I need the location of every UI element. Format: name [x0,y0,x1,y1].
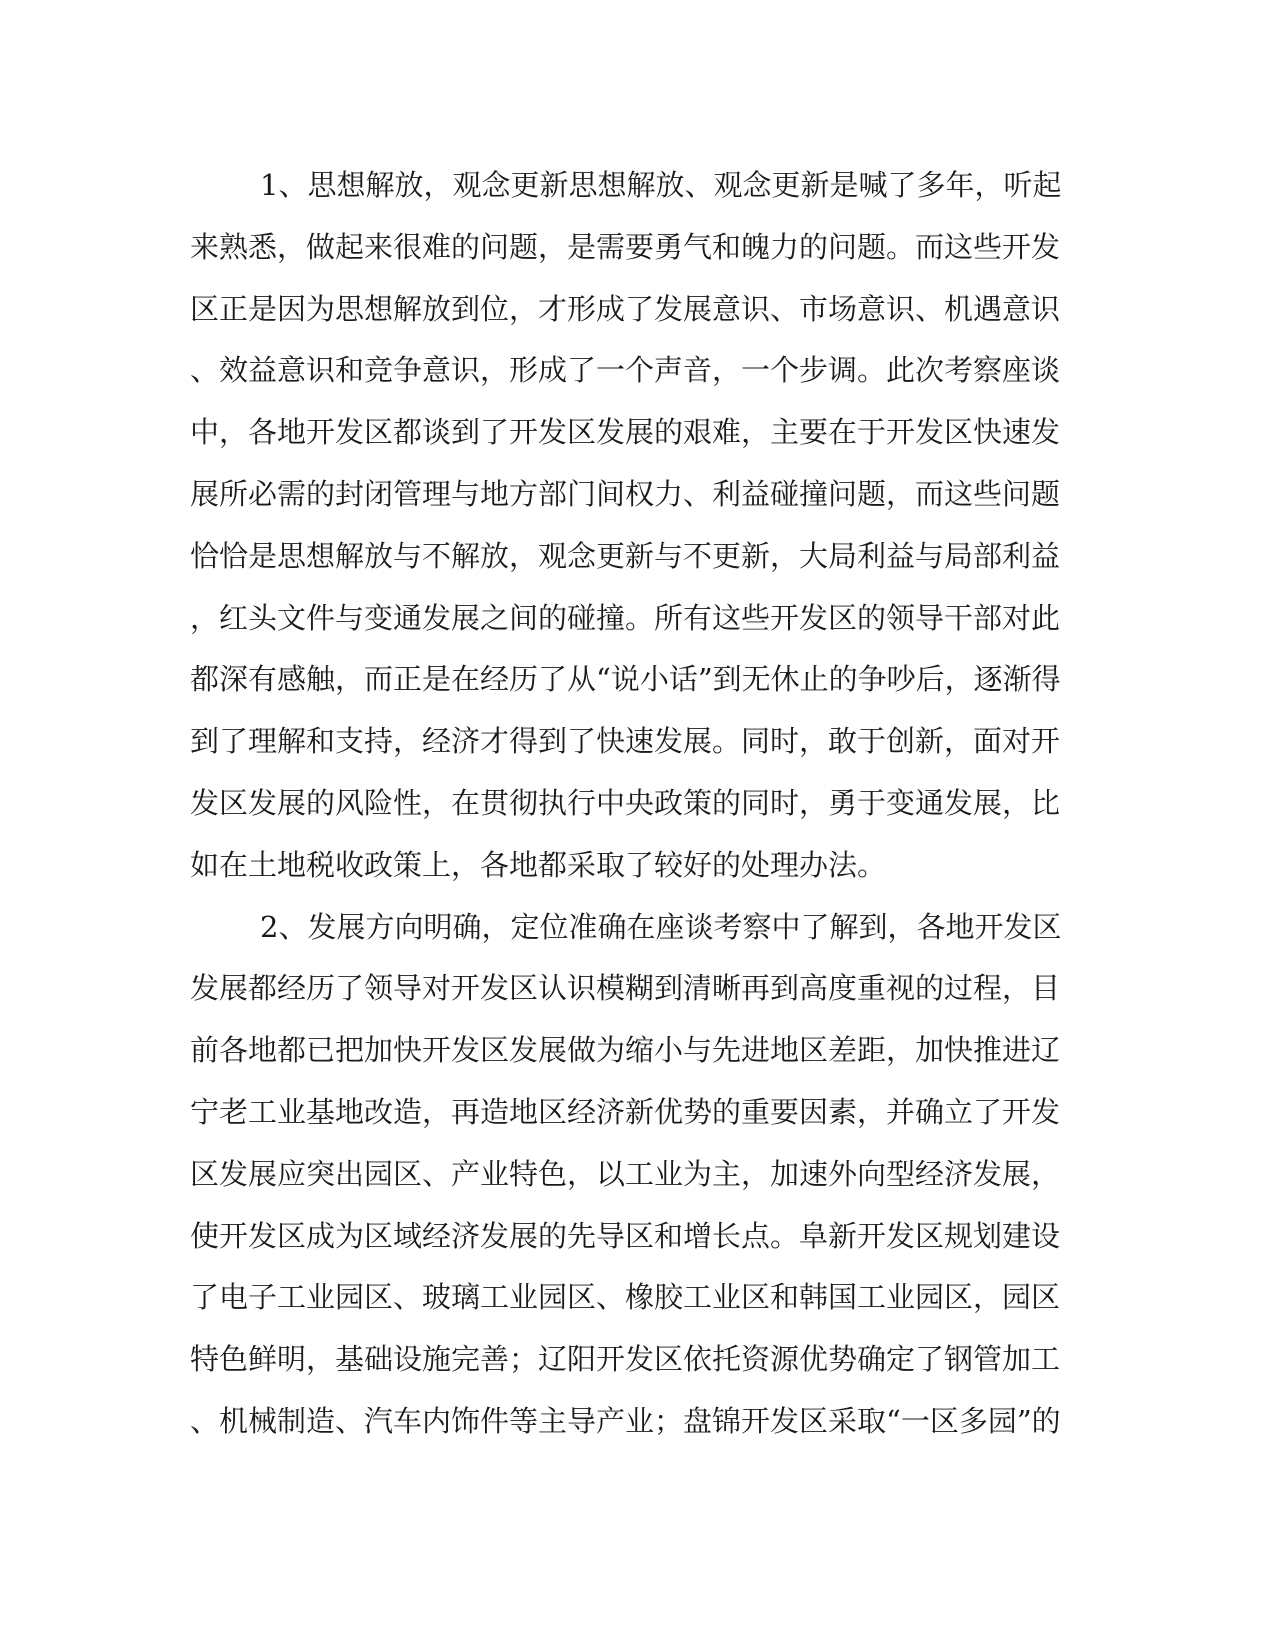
text-line: 都深有感触，而正是在经历了从“说小话”到无休止的争吵后，逐渐得 [190,662,1061,697]
text-line: 发展都经历了领导对开发区认识模糊到清晰再到高度重视的过程，目 [190,971,1061,1006]
text-line: 使开发区成为区域经济发展的先导区和增长点。阜新开发区规划建设 [190,1218,1061,1253]
text-line: 区正是因为思想解放到位，才形成了发展意识、市场意识、机遇意识 [190,291,1061,326]
paragraph-1 [190,155,1060,897]
text-line: ，红头文件与变通发展之间的碰撞。所有这些开发区的领导干部对此 [190,600,1061,635]
paragraph-2 [190,897,1060,1453]
text-line: 到了理解和支持，经济才得到了快速发展。同时，敢于创新，面对开 [190,724,1061,759]
text-line: 展所必需的封闭管理与地方部门间权力、利益碰撞问题，而这些问题 [190,476,1061,511]
text-line: 特色鲜明，基础设施完善；辽阳开发区依托资源优势确定了钢管加工 [190,1342,1061,1377]
text-line: 前各地都已把加快开发区发展做为缩小与先进地区差距，加快推进辽 [190,1033,1061,1068]
text-line: 区发展应突出园区、产业特色，以工业为主，加速外向型经济发展， [190,1156,1061,1191]
text-line: 2、发展方向明确，定位准确在座谈考察中了解到，各地开发区 [260,909,1062,944]
text-line: 恰恰是思想解放与不解放，观念更新与不更新，大局利益与局部利益 [190,538,1061,573]
text-line: 、机械制造、汽车内饰件等主导产业；盘锦开发区采取“一区多园”的 [190,1403,1061,1438]
body-text [190,155,1060,1453]
text-line: 宁老工业基地改造，再造地区经济新优势的重要因素，并确立了开发 [190,1094,1061,1129]
text-line: 、效益意识和竞争意识，形成了一个声音，一个步调。此次考察座谈 [190,353,1061,388]
text-line: 1、思想解放，观念更新思想解放、观念更新是喊了多年，听起 [260,168,1062,202]
text-line: 发区发展的风险性，在贯彻执行中央政策的同时，勇于变通发展，比 [190,785,1061,820]
text-line: 中，各地开发区都谈到了开发区发展的艰难，主要在于开发区快速发 [190,415,1061,450]
text-line: 了电子工业园区、玻璃工业园区、橡胶工业区和韩国工业园区，园区 [190,1280,1061,1315]
text-line: 如在土地税收政策上，各地都采取了较好的处理办法。 [190,847,887,882]
text-line: 来熟悉，做起来很难的问题，是需要勇气和魄力的问题。而这些开发 [190,229,1061,264]
